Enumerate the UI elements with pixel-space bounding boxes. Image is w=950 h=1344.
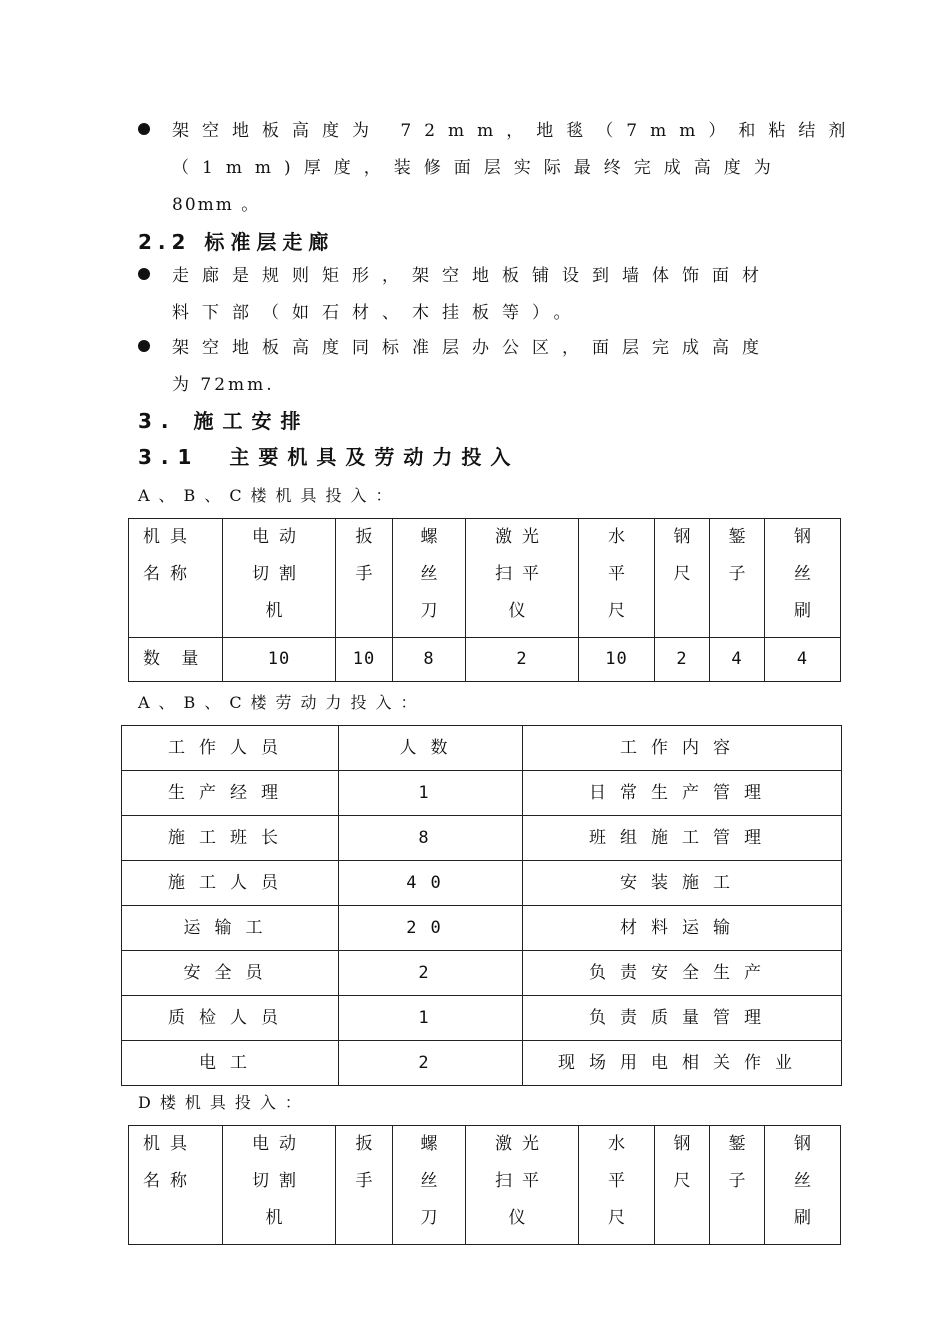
tools-table-d [128, 1125, 841, 1245]
paragraph-line: 走廊是规则矩形，架空地板铺设到墙体饰面材 [172, 266, 772, 286]
paragraph-line: 为 72mm. [172, 375, 275, 395]
bullet-icon [138, 268, 150, 280]
duty-cell: 日常生产管理 [523, 771, 842, 816]
paragraph-line: （1mm)厚度，装修面层实际最终完成高度为 [172, 158, 784, 178]
duty-cell: 班组施工管理 [523, 816, 842, 861]
subsection-heading: 3.1 主要机具及劳动力投入 [138, 445, 520, 469]
value-cell: 8 [393, 638, 466, 682]
header-cell: 錾 子 [710, 1126, 765, 1245]
table-row [122, 906, 842, 951]
paragraph-line: 架空地板高度同标准层办公区，面层完成高度 [172, 338, 772, 358]
table-row [122, 951, 842, 996]
role-cell: 施工人员 [122, 861, 339, 906]
role-cell: 安全员 [122, 951, 339, 996]
role-cell: 生产经理 [122, 771, 339, 816]
header-cell: 螺 丝 刀 [393, 1126, 466, 1245]
labor-header-row [122, 726, 842, 771]
header-cell: 机具 名称 [129, 519, 223, 638]
header-cell: 水 平 尺 [579, 519, 655, 638]
header-cell: 扳 手 [336, 1126, 393, 1245]
tools-table-abc [128, 518, 841, 682]
value-cell: 4 [710, 638, 765, 682]
table-row [122, 771, 842, 816]
table-row [122, 861, 842, 906]
table-caption: A、B、C楼劳动力投入： [138, 693, 426, 712]
header-cell: 激光 扫平 仪 [466, 519, 579, 638]
section-heading: 3. 施工安排 [138, 409, 310, 433]
value-cell: 4 [765, 638, 841, 682]
value-cell: 10 [223, 638, 336, 682]
labor-table [121, 725, 842, 1086]
table-row [122, 996, 842, 1041]
header-cell: 水 平 尺 [579, 1126, 655, 1245]
paragraph-line: 料下部（如石材、木挂板等）。 [172, 303, 584, 323]
paragraph-line: 架空地板高度为 72mm，地毯（7mm）和粘结剂 [172, 121, 859, 141]
header-cell: 钢 尺 [655, 1126, 710, 1245]
table-caption: D楼机具投入： [138, 1093, 310, 1112]
count-cell: 1 [339, 771, 523, 816]
count-cell: 2 [339, 951, 523, 996]
bullet-icon [138, 340, 150, 352]
count-cell: 1 [339, 996, 523, 1041]
count-cell: 2 [339, 1041, 523, 1086]
value-cell: 2 [466, 638, 579, 682]
duty-cell: 现场用电相关作业 [523, 1041, 842, 1086]
table-row [122, 1041, 842, 1086]
header-cell: 机具 名称 [129, 1126, 223, 1245]
header-cell: 钢 丝 刷 [765, 519, 841, 638]
duty-cell: 负责质量管理 [523, 996, 842, 1041]
table-row [122, 816, 842, 861]
header-cell: 电动 切割 机 [223, 519, 336, 638]
header-cell: 钢 丝 刷 [765, 1126, 841, 1245]
tools-header-row [129, 519, 841, 638]
header-cell: 人数 [339, 726, 523, 771]
header-cell: 螺 丝 刀 [393, 519, 466, 638]
bullet-icon [138, 123, 150, 135]
tools-quantity-row [129, 638, 841, 682]
value-cell: 2 [655, 638, 710, 682]
header-cell: 激光 扫平 仪 [466, 1126, 579, 1245]
tools-header-row [129, 1126, 841, 1245]
duty-cell: 安装施工 [523, 861, 842, 906]
header-cell: 錾 子 [710, 519, 765, 638]
value-cell: 10 [336, 638, 393, 682]
role-cell: 运输工 [122, 906, 339, 951]
role-cell: 电工 [122, 1041, 339, 1086]
count-cell: 40 [339, 861, 523, 906]
count-cell: 8 [339, 816, 523, 861]
row-label-cell: 数 量 [129, 638, 223, 682]
count-cell: 20 [339, 906, 523, 951]
role-cell: 质检人员 [122, 996, 339, 1041]
role-cell: 施工班长 [122, 816, 339, 861]
header-cell: 工作内容 [523, 726, 842, 771]
section-heading: 2.2 标准层走廊 [138, 230, 335, 254]
paragraph-line: 80mm 。 [172, 195, 261, 215]
header-cell: 工作人员 [122, 726, 339, 771]
table-caption: A、B、C楼机具投入： [138, 486, 401, 505]
duty-cell: 材料运输 [523, 906, 842, 951]
header-cell: 钢 尺 [655, 519, 710, 638]
duty-cell: 负责安全生产 [523, 951, 842, 996]
value-cell: 10 [579, 638, 655, 682]
header-cell: 电动 切割 机 [223, 1126, 336, 1245]
header-cell: 扳 手 [336, 519, 393, 638]
